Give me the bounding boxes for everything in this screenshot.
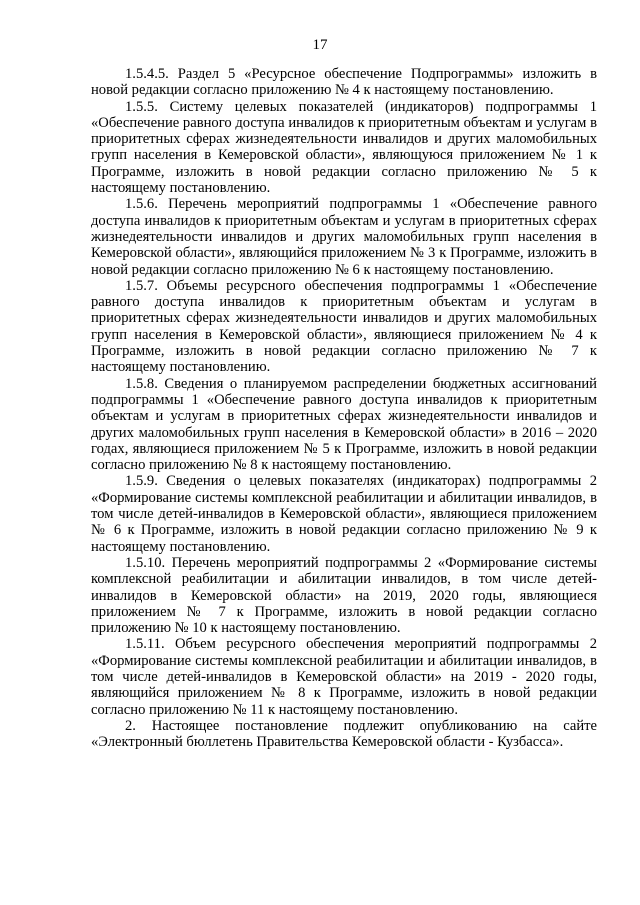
paragraph-1-5-11: 1.5.11. Объем ресурсного обеспечения мероприятий подпрограммы 2 «Формирование системы комплексной реабилитации и абилитации инвалидов, в том числе детей-инвалидов в Кемеровской области» на 2019 - 2020 годы, являющийся приложением № 8 к Программе, изложить в новой редакции согласно приложению № 11 к настоящему постановлению. xyxy=(91,636,597,718)
paragraph-2: 2. Настоящее постановление подлежит опубликованию на сайте «Электронный бюллетень Правительства Кемеровской области - Кузбасса». xyxy=(91,717,597,751)
document-body xyxy=(91,66,597,750)
paragraph-1-5-9: 1.5.9. Сведения о целевых показателях (индикаторах) подпрограммы 2 «Формирование системы комплексной реабилитации и абилитации инвалидов, в том числе детей-инвалидов в Кемеровской области», являющиеся приложением № 6 к Программе, изложить в новой редакции согласно приложению № 9 к настоящему постановлению. xyxy=(91,473,597,555)
paragraph-1-5-4-5: 1.5.4.5. Раздел 5 «Ресурсное обеспечение Подпрограммы» изложить в новой редакции согласно приложению № 4 к настоящему постановлению. xyxy=(91,66,597,99)
paragraph-1-5-10: 1.5.10. Перечень мероприятий подпрограммы 2 «Формирование системы комплексной реабилитации и абилитации инвалидов, в том числе детей-инвалидов в Кемеровской области» на 2019, 2020 годы, являющиеся приложением № 7 к Программе, изложить в новой редакции согласно приложению № 10 к настоящему постановлению. xyxy=(91,554,597,637)
paragraph-1-5-8: 1.5.8. Сведения о планируемом распределении бюджетных ассигнований подпрограммы 1 «Обеспечение равного доступа инвалидов к приоритетным объектам и услугам в приоритетных сферах жизнедеятельности инвалидов и других маломобильных групп населения в Кемеровской области» в 2016 – 2020 годах, являющиеся приложением № 5 к Программе, изложить в новой редакции согласно приложению № 8 к настоящему постановлению. xyxy=(91,375,597,474)
page-number: 17 xyxy=(312,37,328,53)
paragraph-1-5-7: 1.5.7. Объемы ресурсного обеспечения подпрограммы 1 «Обеспечение равного доступа инвалидов к приоритетным объектам и услугам в приоритетных сферах жизнедеятельности инвалидов и других маломобильных групп населения в Кемеровской области», являющиеся приложением № 4 к Программе, изложить в новой редакции согласно приложению № 7 к настоящему постановлению. xyxy=(91,277,597,376)
paragraph-1-5-6: 1.5.6. Перечень мероприятий подпрограммы 1 «Обеспечение равного доступа инвалидов к приоритетным объектам и услугам в приоритетных сферах жизнедеятельности инвалидов и других маломобильных групп населения в Кемеровской области», являющийся приложением № 3 к Программе, изложить в новой редакции согласно приложению № 6 к настоящему постановлению. xyxy=(91,196,597,278)
paragraph-1-5-5: 1.5.5. Систему целевых показателей (индикаторов) подпрограммы 1 «Обеспечение равного доступа инвалидов к приоритетным объектам и услугам в приоритетных сферах жизнедеятельности инвалидов и других маломобильных групп населения в Кемеровской области», являющуюся приложением № 1 к Программе, изложить в новой редакции согласно приложению № 5 к настоящему постановлению. xyxy=(91,98,597,197)
